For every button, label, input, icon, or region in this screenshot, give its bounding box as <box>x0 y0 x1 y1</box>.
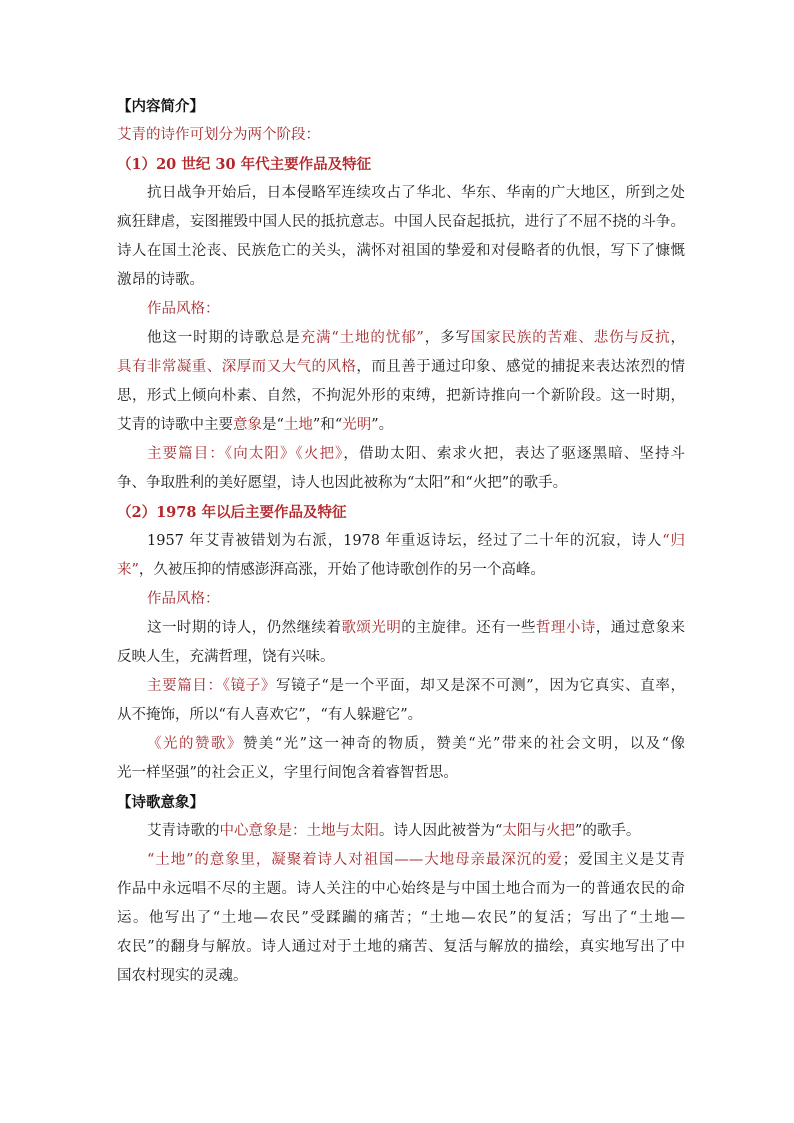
highlight-text: 土地与太阳 <box>306 823 379 839</box>
paragraph-line: 1957 年艾青被错划为右派，1978 年重返诗坛，经过了二十年的沉寂，诗人“归 <box>147 533 685 549</box>
paragraph-line: 光一样坚强”的社会正义，字里行间饱含着睿智哲思。 <box>117 765 458 781</box>
paragraph-line: 艾青诗歌的中心意象是：土地与太阳。诗人因此被誉为“太阳与火把”的歌手。 <box>147 823 641 839</box>
highlight-text: 充满“土地的忧郁” <box>300 330 424 346</box>
highlight-text: 国家民族的苦难、悲伤与反抗 <box>470 330 671 346</box>
paragraph-line: 从不掩饰，所以“有人喜欢它”，“有人躲避它”。 <box>117 707 423 723</box>
paragraph-line: 农民”的翻身与解放。诗人通过对于土地的痛苦、复活与解放的描绘，真实地写出了中 <box>117 939 685 955</box>
document-page <box>117 92 685 991</box>
highlight-text: 土地 <box>283 417 313 433</box>
paragraph-line: 疯狂肆虐，妄图摧毁中国人民的抵抗意志。中国人民奋起抵抗，进行了不屈不挠的斗争。 <box>117 214 685 230</box>
highlight-text: “土地”的意象里，凝聚着诗人对祖国——大地母亲最深沉的爱 <box>147 852 563 868</box>
paragraph-line: 激昂的诗歌。 <box>117 272 204 288</box>
works-label: 主要篇目： <box>147 678 223 694</box>
works-label: 主要篇目： <box>147 446 225 462</box>
highlight-text: 歌颂光明 <box>341 620 402 636</box>
style-label: 作品风格： <box>147 591 220 607</box>
section-heading-imagery: 【诗歌意象】 <box>117 794 204 811</box>
works-titles: 《光的赞歌》 <box>147 736 243 752</box>
works-titles: 《向太阳》《火把》 <box>224 446 344 462</box>
highlight-text: 太阳与火把 <box>502 823 575 839</box>
style-label: 作品风格： <box>147 301 220 317</box>
paragraph-line: 争、争取胜利的美好愿望，诗人也因此被称为“太阳”和“火把”的歌手。 <box>117 475 568 491</box>
subsection-title-1978: （2）1978 年以后主要作品及特征 <box>117 504 347 521</box>
highlight-text: 光明 <box>342 417 372 433</box>
highlight-text: 意象 <box>233 417 262 433</box>
paragraph-line: 来”，久被压抑的情感澎湃高涨，开始了他诗歌创作的另一个高峰。 <box>117 562 545 578</box>
paragraph-line: 思，形式上倾向朴素、自然，不拘泥外形的束缚，把新诗推向一个新阶段。这一时期， <box>117 388 685 404</box>
paragraph-line: 作品中永远唱不尽的主题。诗人关注的中心始终是与中国土地合而为一的普通农民的命 <box>117 881 685 897</box>
highlight-text: 具有非常凝重、深厚而又大气的风格 <box>117 359 357 375</box>
paragraph-line: 他这一时期的诗歌总是充满“土地的忧郁”，多写国家民族的苦难、悲伤与反抗， <box>147 330 685 346</box>
paragraph-line: 运。他写出了“土地—农民”受蹂躏的痛苦；“土地—农民”的复活；写出了“土地— <box>117 910 685 926</box>
paragraph-line: 《光的赞歌》赞美“光”这一神奇的物质，赞美“光”带来的社会文明，以及“像 <box>147 736 685 752</box>
intro-lead: 艾青的诗作可划分为两个阶段： <box>117 127 320 143</box>
paragraph-line: 艾青的诗歌中主要意象是“土地”和“光明”。 <box>117 417 394 433</box>
subsection-title-1930s: （1）20 世纪 30 年代主要作品及特征 <box>117 156 372 173</box>
paragraph-line: “土地”的意象里，凝聚着诗人对祖国——大地母亲最深沉的爱；爱国主义是艾青 <box>147 852 685 868</box>
paragraph-line: 反映人生，充满哲理，饶有兴味。 <box>117 649 335 665</box>
section-heading-intro: 【内容简介】 <box>117 98 204 115</box>
paragraph-line: 抗日战争开始后，日本侵略军连续攻占了华北、华东、华南的广大地区，所到之处 <box>147 185 685 201</box>
paragraph-line: 诗人在国土沦丧、民族危亡的关头，满怀对祖国的挚爱和对侵略者的仇恨，写下了慷慨 <box>117 243 685 259</box>
paragraph-line: 这一时期的诗人，仍然继续着歌颂光明的主旋律。还有一些哲理小诗，通过意象来 <box>147 620 685 636</box>
works-titles: 《镜子》 <box>222 678 276 694</box>
paragraph-line: 主要篇目：《向太阳》《火把》，借助太阳、索求火把，表达了驱逐黑暗、坚持斗 <box>147 446 685 462</box>
highlight-text: 中心意象是： <box>219 823 307 839</box>
highlight-text: 来” <box>117 562 139 578</box>
highlight-text: “归 <box>662 533 685 549</box>
highlight-text: 哲理小诗 <box>535 620 596 636</box>
paragraph-line: 具有非常凝重、深厚而又大气的风格，而且善于通过印象、感觉的捕捉来表达浓烈的情 <box>117 359 685 375</box>
paragraph-line: 国农村现实的灵魂。 <box>117 968 248 984</box>
paragraph-line: 主要篇目：《镜子》写镜子“是一个平面，却又是深不可测”，因为它真实、直率， <box>147 678 685 694</box>
